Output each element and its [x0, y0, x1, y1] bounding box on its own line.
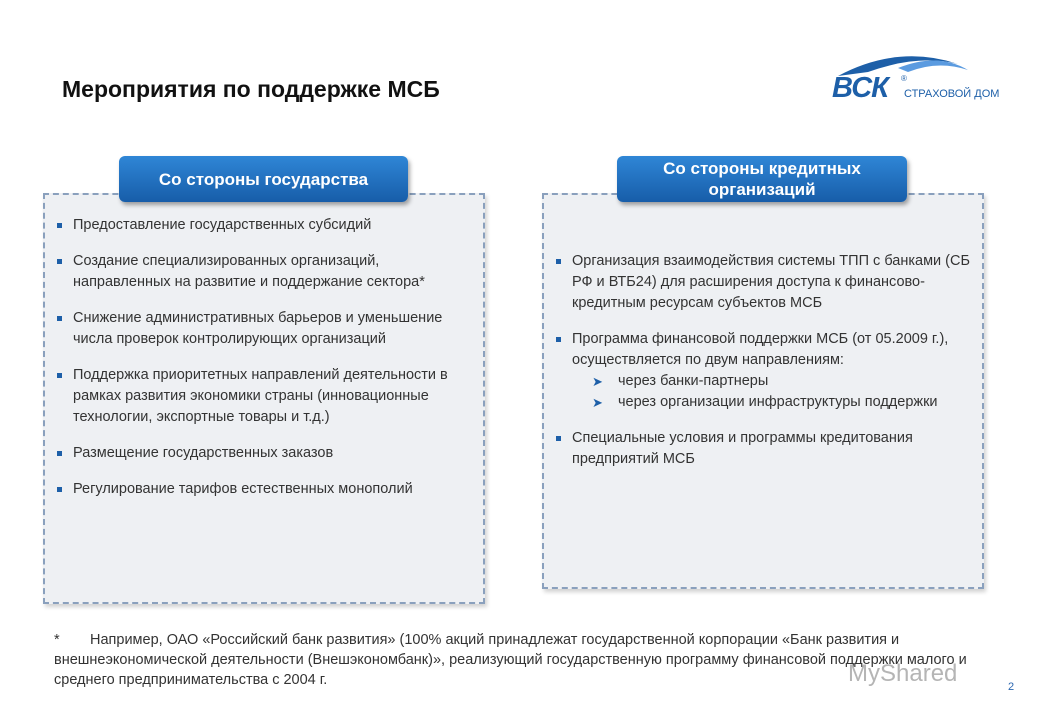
list-item: Организация взаимодействия системы ТПП с банками (СБ РФ и ВТБ24) для расширения доступа к финансово-кредитным ресурсам субъектов МСБ	[555, 251, 970, 314]
state-measures-list	[56, 215, 471, 515]
bullet-square-icon	[556, 259, 561, 264]
logo-registered-mark: ®	[901, 74, 907, 83]
list-item: Размещение государственных заказов	[56, 443, 471, 464]
arrow-bullet-icon: ➤	[592, 395, 603, 410]
footnote-marker: *	[54, 632, 60, 648]
list-item: Специальные условия и программы кредитования предприятий МСБ	[555, 428, 970, 470]
watermark: MyShared	[848, 660, 958, 687]
bullet-square-icon	[57, 259, 62, 264]
list-item: Создание специализированных организаций, направленных на развитие и поддержание сектора*	[56, 251, 471, 293]
bullet-square-icon	[556, 337, 561, 342]
state-header: Со стороны государства	[119, 156, 408, 202]
sub-list	[572, 371, 970, 413]
bullet-square-icon	[57, 373, 62, 378]
slide-title: Мероприятия по поддержке МСБ	[62, 76, 440, 102]
state-measures-panel	[43, 193, 485, 604]
logo-brand: ВСК	[832, 72, 888, 104]
credit-org-measures-list	[555, 251, 970, 485]
list-item: Поддержка приоритетных направлений деятельности в рамках развития экономики страны (инновационные технологии, экспортные товары и т.д.)	[56, 365, 471, 428]
bullet-square-icon	[57, 487, 62, 492]
bullet-square-icon	[57, 223, 62, 228]
list-item: Программа финансовой поддержки МСБ (от 05.2009 г.), осуществляется по двум направлениям: ➤ через банки-партнеры ➤ через организации инфраструктуры поддержки	[555, 329, 970, 413]
sub-list-item: ➤ через организации инфраструктуры поддержки	[572, 392, 970, 413]
company-logo	[828, 50, 1018, 110]
bullet-square-icon	[57, 316, 62, 321]
footnote-text: Например, ОАО «Российский банк развития» (100% акций принадлежат государственной корпорации «Банк развития и внешнеэкономической деятельности (Внешэкономбанк)», реализующий государственную программу финансовой поддержки малого и среднего предпринимательства с 2004 г.	[54, 632, 967, 688]
bullet-square-icon	[556, 436, 561, 441]
credit-org-header: Со стороны кредитных организаций	[617, 156, 907, 202]
arrow-bullet-icon: ➤	[592, 374, 603, 389]
logo-subtitle: СТРАХОВОЙ ДОМ	[904, 88, 1000, 100]
list-item: Снижение административных барьеров и уменьшение числа проверок контролирующих организаций	[56, 308, 471, 350]
sub-list-item: ➤ через банки-партнеры	[572, 371, 970, 392]
bullet-square-icon	[57, 451, 62, 456]
page-number: 2	[1008, 681, 1015, 693]
list-item: Предоставление государственных субсидий	[56, 215, 471, 236]
footnote	[54, 630, 984, 690]
list-item: Регулирование тарифов естественных монополий	[56, 479, 471, 500]
credit-org-measures-panel	[542, 193, 984, 589]
